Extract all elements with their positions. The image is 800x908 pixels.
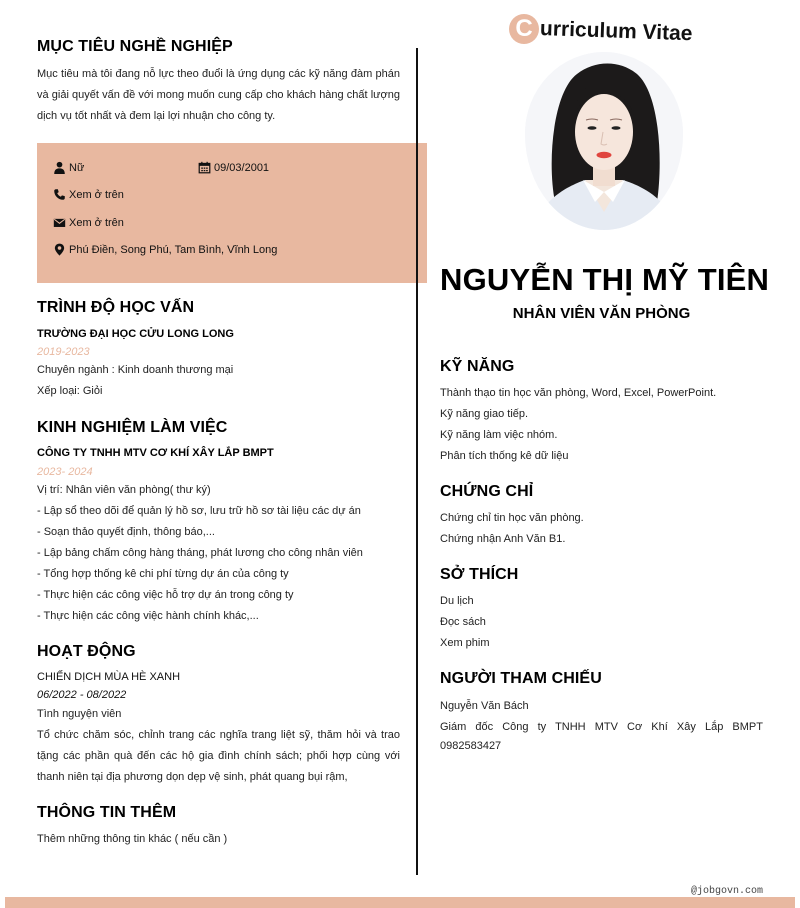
hobby-item: Du lịch <box>440 595 474 607</box>
logo-text: urriculum Vitae <box>539 17 693 46</box>
activity-name: CHIẾN DỊCH MÙA HÈ XANH <box>37 671 181 683</box>
info-gender <box>53 161 84 174</box>
reference-title: NGƯỜI THAM CHIẾU <box>440 670 602 687</box>
logo-circle-letter: C <box>509 14 539 44</box>
profile-photo <box>525 52 683 230</box>
skill-item: Thành thạo tin học văn phòng, Word, Excel, PowerPoint. <box>440 387 717 399</box>
hobby-item: Đọc sách <box>440 616 486 628</box>
education-major: Chuyên ngành : Kinh doanh thương mại <box>37 364 234 376</box>
column-divider <box>416 48 418 875</box>
email-value: Xem ở trên <box>69 216 124 229</box>
calendar-icon <box>198 161 211 174</box>
footer-bar <box>5 897 795 908</box>
education-title: TRÌNH ĐỘ HỌC VẤN <box>37 299 195 316</box>
hobbies-title: SỞ THÍCH <box>440 566 519 583</box>
certificates-list <box>440 508 584 550</box>
experience-line: - Thực hiện các công việc hỗ trợ dự án trong công ty <box>37 589 294 601</box>
experience-details <box>37 480 401 627</box>
address-value: Phú Điền, Song Phú, Tam Bình, Vĩnh Long <box>69 243 278 256</box>
experience-period: 2023- 2024 <box>37 466 93 478</box>
experience-line: - Thực hiện các công việc hành chính khác,... <box>37 610 259 622</box>
certificates-title: CHỨNG CHỈ <box>440 483 534 500</box>
portrait-illustration <box>525 52 683 230</box>
experience-line: - Tổng hợp thống kê chi phí từng dự án của công ty <box>37 568 289 580</box>
hobby-item: Xem phim <box>440 637 490 649</box>
skill-item: Kỹ năng làm việc nhóm. <box>440 429 558 441</box>
candidate-name: NGUYỄN THỊ MỸ TIÊN <box>440 262 770 297</box>
education-period: 2019-2023 <box>37 346 90 358</box>
gender-value: Nữ <box>69 161 85 174</box>
activity-role: Tình nguyện viên <box>37 708 122 720</box>
skills-title: KỸ NĂNG <box>440 358 515 375</box>
reference-phone: 0982583427 <box>440 740 502 752</box>
info-phone <box>53 188 124 201</box>
experience-line: - Lập sổ theo dõi để quản lý hồ sơ, lưu trữ hồ sơ tài liệu các dự án <box>37 505 361 517</box>
person-icon <box>53 161 66 174</box>
cv-logo <box>509 14 693 44</box>
skill-item: Phân tích thống kê dữ liệu <box>440 450 569 462</box>
additional-info-title: THÔNG TIN THÊM <box>37 804 177 821</box>
birthday-value: 09/03/2001 <box>214 161 270 174</box>
activity-description: Tổ chức chăm sóc, chỉnh trang các nghĩa trang liệt sỹ, thăm hỏi và trao tặng các phần quà đến các hộ gia đình chính sách; phối hợp cùng với thanh niên tại địa phương dọn dẹp vệ sinh, phát quang bụi rậm, <box>37 729 400 783</box>
personal-info-box <box>37 143 427 283</box>
experience-line: Vị trí: Nhân viên văn phòng( thư ký) <box>37 484 211 496</box>
footer-watermark: @jobgovn.com <box>690 886 763 897</box>
education-grade: Xếp loại: Giỏi <box>37 385 103 397</box>
info-email <box>53 216 124 229</box>
skill-item: Kỹ năng giao tiếp. <box>440 408 529 420</box>
hobbies-list <box>440 591 490 654</box>
education-school: TRƯỜNG ĐẠI HỌC CỬU LONG LONG <box>37 328 234 340</box>
info-birthday <box>198 161 269 174</box>
experience-title: KINH NGHIỆM LÀM VIỆC <box>37 419 228 436</box>
info-address <box>53 243 277 256</box>
certificate-item: Chứng nhận Anh Văn B1. <box>440 533 566 545</box>
additional-info-text: Thêm những thông tin khác ( nếu cần ) <box>37 833 228 845</box>
phone-value: Xem ở trên <box>69 188 124 201</box>
activities-title: HOẠT ĐỘNG <box>37 643 136 660</box>
reference-position: Giám đốc Công ty TNHH MTV Cơ Khí Xây Lắp BMPT <box>440 721 763 733</box>
education-details <box>37 360 233 402</box>
experience-line: - Lập bảng chấm công hàng tháng, phát lương cho công nhân viên <box>37 547 363 559</box>
envelope-icon <box>53 216 66 229</box>
skills-list <box>440 383 716 467</box>
experience-line: - Soạn thảo quyết định, thông báo,... <box>37 526 215 538</box>
objective-title: MỤC TIÊU NGHỀ NGHIỆP <box>37 38 233 55</box>
location-pin-icon <box>53 243 66 256</box>
phone-icon <box>53 188 66 201</box>
candidate-job-title: NHÂN VIÊN VĂN PHÒNG <box>512 305 691 322</box>
objective-text: Mục tiêu mà tôi đang nỗ lực theo đuổi là ứng dụng các kỹ năng đàm phán và giải quyết vấn đề với mong muốn cung cấp cho khách hàng chất lượng dịch vụ tốt nhất và đem lại lợi nhuận cho công ty. <box>37 68 400 122</box>
reference-name: Nguyễn Văn Bách <box>440 700 529 712</box>
certificate-item: Chứng chỉ tin học văn phòng. <box>440 512 584 524</box>
activity-period: 06/2022 - 08/2022 <box>37 689 127 701</box>
experience-company: CÔNG TY TNHH MTV CƠ KHÍ XÂY LẮP BMPT <box>37 447 274 459</box>
